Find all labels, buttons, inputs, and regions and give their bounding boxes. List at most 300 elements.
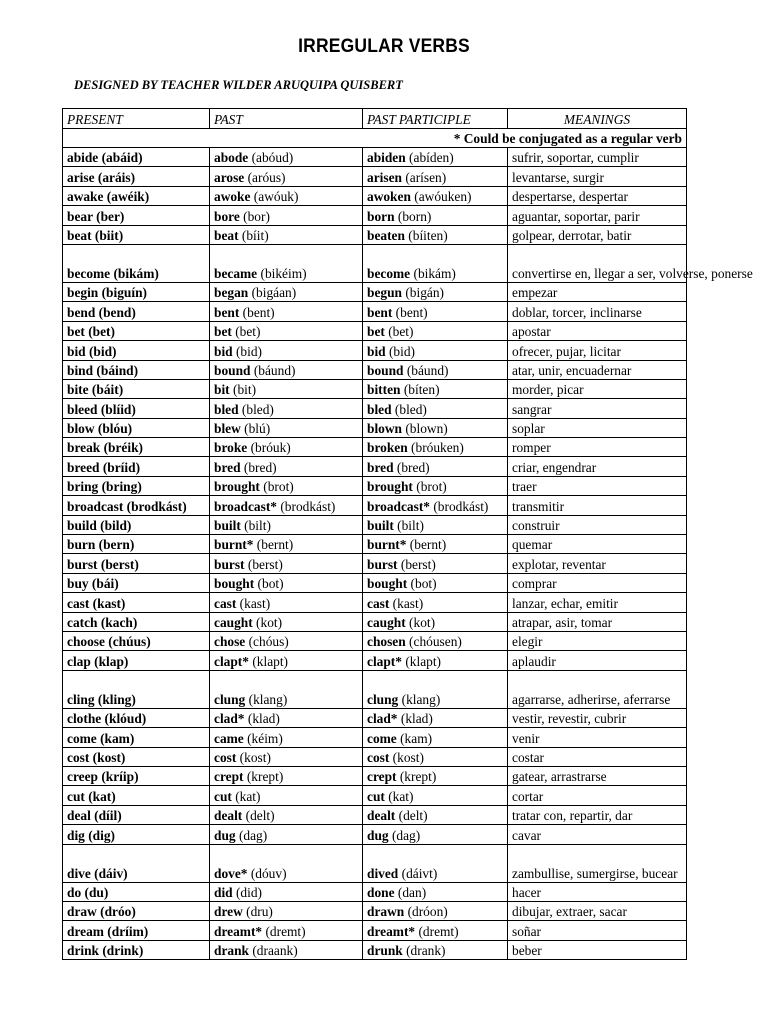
past-form: bled <box>214 401 239 417</box>
past-participle-cell <box>363 341 508 360</box>
past-participle-cell <box>363 805 508 824</box>
past-form: built <box>214 518 241 534</box>
past-participle-pronunciation: (bernt) <box>406 537 447 553</box>
past-participle-form: born <box>367 208 395 224</box>
present-form: drink (drink) <box>67 943 144 959</box>
past-participle-cell <box>363 302 508 321</box>
table-row <box>63 825 687 844</box>
past-participle-form: blown <box>367 421 402 437</box>
past-participle-pronunciation: (bred) <box>393 459 430 475</box>
present-cell <box>63 476 210 495</box>
past-participle-pronunciation: (bid) <box>385 343 416 359</box>
irregular-verbs-table <box>62 108 753 960</box>
past-participle-form: cut <box>367 788 385 804</box>
meaning-cell: soplar <box>508 418 687 437</box>
past-participle-pronunciation: (bilt) <box>393 518 424 534</box>
table-row <box>63 554 687 573</box>
past-participle-cell <box>363 438 508 457</box>
table-row <box>63 341 687 360</box>
present-form: clothe (klóud) <box>67 711 147 727</box>
present-form: come (kam) <box>67 730 135 746</box>
table-row <box>63 882 687 901</box>
present-form: creep (kríip) <box>67 769 139 785</box>
past-participle-cell <box>363 225 508 244</box>
meaning-cell: lanzar, echar, emitir <box>508 593 687 612</box>
past-participle-pronunciation: (dag) <box>388 827 421 843</box>
table-row <box>63 321 687 340</box>
present-cell <box>63 554 210 573</box>
verb-rows <box>63 148 753 960</box>
past-participle-cell <box>363 186 508 205</box>
past-participle-cell <box>363 476 508 495</box>
present-cell <box>63 379 210 398</box>
meaning-cell: morder, picar <box>508 379 687 398</box>
present-form: bear (ber) <box>67 208 125 224</box>
past-form: burst <box>214 556 245 572</box>
past-pronunciation: (bigáan) <box>248 285 297 301</box>
present-cell <box>63 148 210 167</box>
past-participle-cell <box>363 825 508 844</box>
present-form: bleed (blíid) <box>67 401 136 417</box>
meaning-cell: gatear, arrastrarse <box>508 766 687 785</box>
past-participle-pronunciation: (bróuken) <box>407 440 464 456</box>
present-form: become (bikám) <box>67 265 159 281</box>
past-participle-pronunciation: (dáivt) <box>398 865 438 881</box>
past-form: bound <box>214 362 251 378</box>
past-pronunciation: (bernt) <box>253 537 294 553</box>
present-form: bite (báit) <box>67 382 124 398</box>
past-participle-form: built <box>367 518 394 534</box>
past-form: broke <box>214 440 248 456</box>
past-participle-cell <box>363 515 508 534</box>
past-participle-form: dug <box>367 827 389 843</box>
past-participle-cell <box>363 670 508 708</box>
past-participle-form: done <box>367 884 395 900</box>
present-form: awake (awéik) <box>67 189 150 205</box>
table-row <box>63 631 687 650</box>
present-cell <box>63 418 210 437</box>
past-pronunciation: (klapt) <box>248 653 289 669</box>
past-pronunciation: (dóuv) <box>247 865 287 881</box>
present-cell <box>63 399 210 418</box>
table-row <box>63 708 687 727</box>
past-form: beat <box>214 227 239 243</box>
past-cell <box>210 708 363 727</box>
past-participle-cell <box>363 321 508 340</box>
meaning-cell: atrapar, asir, tomar <box>508 612 687 631</box>
past-pronunciation: (aróus) <box>244 169 286 185</box>
past-participle-form: dealt <box>367 808 396 824</box>
table-row <box>63 651 687 670</box>
present-cell <box>63 515 210 534</box>
past-pronunciation: (báund) <box>250 362 296 378</box>
header-present: PRESENT <box>63 109 210 129</box>
table-row <box>63 476 687 495</box>
past-participle-pronunciation: (kat) <box>384 788 414 804</box>
present-form: buy (bái) <box>67 576 119 592</box>
present-cell <box>63 882 210 901</box>
past-form: cost <box>214 749 237 765</box>
past-participle-pronunciation: (blown) <box>401 421 448 437</box>
present-cell <box>63 708 210 727</box>
past-participle-cell <box>363 631 508 650</box>
past-participle-pronunciation: (klad) <box>397 711 433 727</box>
past-participle-form: cast <box>367 595 390 611</box>
past-form: began <box>214 285 249 301</box>
past-cell <box>210 825 363 844</box>
table-row <box>63 206 687 225</box>
past-participle-form: bet <box>367 324 385 340</box>
present-cell <box>63 302 210 321</box>
present-form: cast (kast) <box>67 595 126 611</box>
past-participle-pronunciation: (bent) <box>392 304 428 320</box>
past-cell <box>210 786 363 805</box>
meaning-cell: quemar <box>508 535 687 554</box>
past-participle-cell <box>363 148 508 167</box>
past-form: bet <box>214 324 232 340</box>
meaning-cell: aguantar, soportar, parir <box>508 206 687 225</box>
table-row <box>63 728 687 747</box>
past-pronunciation: (dremt) <box>262 923 306 939</box>
past-participle-cell <box>363 766 508 785</box>
meaning-cell: venir <box>508 728 687 747</box>
past-pronunciation: (bot) <box>254 576 284 592</box>
past-participle-cell <box>363 882 508 901</box>
past-participle-cell <box>363 593 508 612</box>
meaning-cell: golpear, derrotar, batir <box>508 225 687 244</box>
past-participle-form: begun <box>367 285 402 301</box>
past-participle-cell <box>363 399 508 418</box>
meaning-cell: apostar <box>508 321 687 340</box>
past-participle-pronunciation: (kam) <box>396 730 433 746</box>
past-form: dealt <box>214 808 243 824</box>
regular-verb-note: * Could be conjugated as a regular verb <box>63 129 687 148</box>
header-meanings: MEANINGS <box>508 109 687 129</box>
present-form: bet (bet) <box>67 324 115 340</box>
past-pronunciation: (awóuk) <box>250 189 299 205</box>
present-form: draw (dróo) <box>67 904 136 920</box>
past-participle-form: drunk <box>367 943 403 959</box>
past-cell <box>210 728 363 747</box>
past-cell <box>210 244 363 282</box>
past-participle-form: broadcast* <box>367 498 430 514</box>
past-pronunciation: (did) <box>232 884 263 900</box>
past-cell <box>210 282 363 301</box>
table-row <box>63 612 687 631</box>
past-form: bit <box>214 382 230 398</box>
present-cell <box>63 612 210 631</box>
table-row <box>63 399 687 418</box>
meaning-cell: cavar <box>508 825 687 844</box>
past-form: became <box>214 265 258 281</box>
past-pronunciation: (bíit) <box>238 227 269 243</box>
past-cell <box>210 573 363 592</box>
header-past-participle: PAST PARTICIPLE <box>363 109 508 129</box>
past-pronunciation: (dru) <box>242 904 273 920</box>
past-participle-cell <box>363 786 508 805</box>
past-cell <box>210 399 363 418</box>
present-cell <box>63 167 210 186</box>
past-participle-pronunciation: (delt) <box>395 808 428 824</box>
table-row <box>63 747 687 766</box>
past-participle-form: bid <box>367 343 386 359</box>
past-participle-pronunciation: (kast) <box>389 595 424 611</box>
past-participle-form: come <box>367 730 397 746</box>
table-row <box>63 457 687 476</box>
past-participle-pronunciation: (dan) <box>394 884 427 900</box>
past-form: bid <box>214 343 233 359</box>
page-title: IRREGULAR VERBS <box>298 36 470 57</box>
past-pronunciation: (brot) <box>259 479 294 495</box>
meaning-cell: vestir, revestir, cubrir <box>508 708 687 727</box>
present-cell <box>63 573 210 592</box>
past-cell <box>210 321 363 340</box>
past-participle-cell <box>363 457 508 476</box>
past-cell <box>210 766 363 785</box>
meaning-cell: dibujar, extraer, sacar <box>508 901 687 920</box>
note-row <box>63 129 687 148</box>
present-cell <box>63 921 210 940</box>
table-row <box>63 360 687 379</box>
past-participle-form: clapt* <box>367 653 402 669</box>
past-form: dove* <box>214 865 248 881</box>
present-form: cost (kost) <box>67 749 126 765</box>
meaning-cell: hacer <box>508 882 687 901</box>
table-row <box>63 186 687 205</box>
present-cell <box>63 225 210 244</box>
past-pronunciation: (bet) <box>231 324 261 340</box>
past-participle-pronunciation: (bot) <box>407 576 437 592</box>
present-cell <box>63 321 210 340</box>
past-cell <box>210 360 363 379</box>
meaning-cell: transmitir <box>508 496 687 515</box>
past-participle-pronunciation: (brot) <box>412 479 447 495</box>
present-form: abide (abáid) <box>67 150 143 166</box>
meaning-cell: empezar <box>508 282 687 301</box>
present-form: beat (biit) <box>67 227 124 243</box>
past-participle-pronunciation: (arísen) <box>401 169 447 185</box>
past-participle-form: bitten <box>367 382 401 398</box>
meaning-cell: criar, engendrar <box>508 457 687 476</box>
past-participle-form: become <box>367 265 411 281</box>
meaning-cell: tratar con, repartir, dar <box>508 805 687 824</box>
past-cell <box>210 148 363 167</box>
past-participle-form: bent <box>367 304 393 320</box>
present-cell <box>63 901 210 920</box>
past-form: chose <box>214 634 246 650</box>
past-participle-form: beaten <box>367 227 405 243</box>
past-participle-form: brought <box>367 479 413 495</box>
past-participle-form: bound <box>367 362 404 378</box>
present-form: do (du) <box>67 884 109 900</box>
past-cell <box>210 882 363 901</box>
past-pronunciation: (bit) <box>229 382 257 398</box>
meaning-cell: zambullise, sumergirse, bucear <box>508 844 687 882</box>
present-form: burst (berst) <box>67 556 139 572</box>
present-form: begin (biguín) <box>67 285 147 301</box>
present-form: broadcast (brodkást) <box>67 498 187 514</box>
present-cell <box>63 206 210 225</box>
table-row <box>63 901 687 920</box>
past-cell <box>210 593 363 612</box>
table-row <box>63 670 687 708</box>
past-form: bought <box>214 576 255 592</box>
meaning-cell: sufrir, soportar, cumplir <box>508 148 687 167</box>
present-form: arise (aráis) <box>67 169 136 185</box>
past-participle-cell <box>363 418 508 437</box>
past-pronunciation: (bor) <box>239 208 270 224</box>
table-row <box>63 282 687 301</box>
table-row <box>63 244 687 282</box>
present-cell <box>63 457 210 476</box>
past-participle-cell <box>363 612 508 631</box>
past-cell <box>210 940 363 959</box>
meaning-cell: comprar <box>508 573 687 592</box>
past-participle-cell <box>363 206 508 225</box>
past-pronunciation: (kéim) <box>243 730 283 746</box>
past-participle-cell <box>363 535 508 554</box>
author-subtitle: DESIGNED BY TEACHER WILDER ARUQUIPA QUISBERT <box>74 78 403 92</box>
past-participle-pronunciation: (brodkást) <box>430 498 489 514</box>
past-cell <box>210 747 363 766</box>
past-cell <box>210 186 363 205</box>
past-form: came <box>214 730 244 746</box>
past-participle-pronunciation: (bíten) <box>400 382 440 398</box>
past-pronunciation: (klang) <box>245 691 288 707</box>
past-form: cast <box>214 595 237 611</box>
past-participle-pronunciation: (dróon) <box>404 904 448 920</box>
past-cell <box>210 225 363 244</box>
past-participle-cell <box>363 379 508 398</box>
past-cell <box>210 805 363 824</box>
table-row <box>63 148 687 167</box>
meaning-cell: aplaudir <box>508 651 687 670</box>
meaning-cell: despertarse, despertar <box>508 186 687 205</box>
past-form: did <box>214 884 233 900</box>
past-form: clung <box>214 691 246 707</box>
past-participle-cell <box>363 708 508 727</box>
present-cell <box>63 805 210 824</box>
past-participle-cell <box>363 940 508 959</box>
past-cell <box>210 921 363 940</box>
present-cell <box>63 631 210 650</box>
past-participle-form: crept <box>367 769 397 785</box>
past-participle-pronunciation: (drank) <box>402 943 446 959</box>
table-row <box>63 844 687 882</box>
past-participle-pronunciation: (bigán) <box>401 285 445 301</box>
present-form: break (bréik) <box>67 440 144 456</box>
past-participle-cell <box>363 844 508 882</box>
table-header-row <box>63 109 687 129</box>
present-cell <box>63 244 210 282</box>
meaning-cell: agarrarse, adherirse, aferrarse <box>508 670 687 708</box>
present-cell <box>63 282 210 301</box>
past-participle-cell <box>363 573 508 592</box>
past-participle-form: burst <box>367 556 398 572</box>
past-cell <box>210 457 363 476</box>
present-cell <box>63 670 210 708</box>
present-form: blow (blóu) <box>67 421 133 437</box>
past-participle-form: burnt* <box>367 537 407 553</box>
past-participle-cell <box>363 747 508 766</box>
present-cell <box>63 186 210 205</box>
past-participle-pronunciation: (abíden) <box>405 150 454 166</box>
meaning-cell: traer <box>508 476 687 495</box>
past-form: broadcast* <box>214 498 277 514</box>
past-pronunciation: (kost) <box>236 749 271 765</box>
past-form: awoke <box>214 189 251 205</box>
present-cell <box>63 496 210 515</box>
meaning-cell: convertirse en, llegar a ser, volverse, ponerse <box>508 244 687 282</box>
past-participle-form: awoken <box>367 189 411 205</box>
past-form: bred <box>214 459 241 475</box>
past-cell <box>210 844 363 882</box>
past-participle-form: broken <box>367 440 408 456</box>
past-pronunciation: (bróuk) <box>247 440 291 456</box>
past-participle-form: bred <box>367 459 394 475</box>
past-participle-form: arisen <box>367 169 402 185</box>
past-cell <box>210 612 363 631</box>
present-form: bid (bid) <box>67 343 117 359</box>
present-form: catch (kach) <box>67 614 138 630</box>
table-row <box>63 535 687 554</box>
past-pronunciation: (chóus) <box>245 634 289 650</box>
table-row <box>63 921 687 940</box>
meaning-cell: levantarse, surgir <box>508 167 687 186</box>
past-form: burnt* <box>214 537 254 553</box>
past-cell <box>210 554 363 573</box>
past-pronunciation: (bid) <box>232 343 263 359</box>
past-form: bent <box>214 304 240 320</box>
present-form: deal (díil) <box>67 808 122 824</box>
past-participle-cell <box>363 244 508 282</box>
table-row <box>63 515 687 534</box>
past-participle-pronunciation: (chóusen) <box>405 634 462 650</box>
past-participle-form: cost <box>367 749 390 765</box>
past-cell <box>210 901 363 920</box>
present-cell <box>63 651 210 670</box>
meaning-cell: doblar, torcer, inclinarse <box>508 302 687 321</box>
past-participle-form: clung <box>367 691 399 707</box>
past-cell <box>210 167 363 186</box>
past-pronunciation: (kast) <box>236 595 271 611</box>
present-cell <box>63 844 210 882</box>
past-participle-form: bought <box>367 576 408 592</box>
present-cell <box>63 940 210 959</box>
past-participle-pronunciation: (kot) <box>405 614 436 630</box>
past-cell <box>210 438 363 457</box>
past-form: abode <box>214 150 249 166</box>
past-cell <box>210 670 363 708</box>
past-pronunciation: (bikéim) <box>257 265 307 281</box>
table-row <box>63 786 687 805</box>
past-participle-form: abiden <box>367 150 406 166</box>
past-participle-cell <box>363 496 508 515</box>
past-pronunciation: (blú) <box>240 421 271 437</box>
present-cell <box>63 728 210 747</box>
meaning-cell: explotar, reventar <box>508 554 687 573</box>
past-participle-form: clad* <box>367 711 398 727</box>
past-pronunciation: (dag) <box>235 827 268 843</box>
past-participle-cell <box>363 167 508 186</box>
past-participle-form: dreamt* <box>367 923 416 939</box>
past-participle-pronunciation: (born) <box>394 208 432 224</box>
past-cell <box>210 379 363 398</box>
past-participle-pronunciation: (báund) <box>403 362 449 378</box>
present-form: clap (klap) <box>67 653 129 669</box>
past-pronunciation: (kot) <box>252 614 283 630</box>
past-cell <box>210 651 363 670</box>
